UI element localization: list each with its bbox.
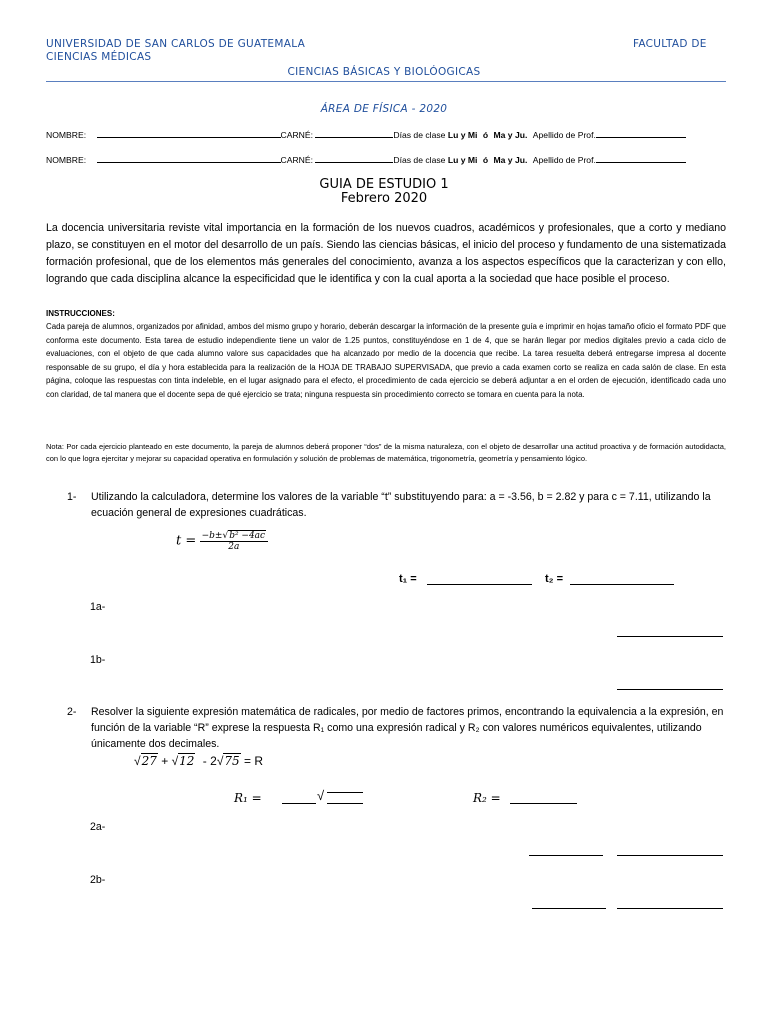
formula-num-a: −b± [201,531,223,541]
carne-label: CARNÉ: [280,130,313,140]
radicand-3: 75 [224,754,240,768]
radical-expression [134,753,263,768]
intro-paragraph: La docencia universitaria reviste vital importancia en la formación de los nuevos cuadros, académicos y profesionales, que a corto y mediano plazo, se constituyen en el motor del desarrollo de un país. Siendo las ciencias básicas, el inicio del proceso y fundamento de una sistematizada formación profesional, que de los elementos más generales del conocimiento, avanza a los aspectos específicos que la caracterizan y con ello, logrando que cada disciplina alcance la especificidad que le identifica y con la cual aporta a la sociedad que hace posible el proceso. [46,222,726,285]
days-or: ó [482,130,489,140]
days-option-1[interactable]: Lu y Mi [447,155,478,165]
prof-label: Apellido de Prof. [532,155,596,165]
student-row-2 [46,153,686,165]
q1b-answer-line[interactable] [617,689,723,690]
carne-field[interactable] [315,153,393,163]
quadratic-formula [176,530,268,552]
plus-sign: + [161,754,169,768]
r1-coefficient-line[interactable] [282,803,316,804]
formula-lhs: t = [176,533,197,549]
q2a-label: 2a- [90,821,106,833]
radicand-2: 12 [179,754,195,768]
sqrt-icon: √ [134,754,141,768]
carne-label: CARNÉ: [280,155,313,165]
radicand-1: 27 [141,754,157,768]
q1a-answer-line[interactable] [617,636,723,637]
name-field[interactable] [97,153,281,163]
days-or: ó [482,155,489,165]
r1-radicand-line[interactable] [327,803,363,804]
q2b-label: 2b- [90,874,106,886]
q2-number: 2- [67,706,77,718]
sqrt-icon: √ [222,531,229,541]
t1-answer-line[interactable] [427,584,532,585]
q2a-answer-line-2[interactable] [617,855,723,856]
header-divider [46,81,726,82]
q1-text: Utilizando la calculadora, determine los valores de la variable “t” substituyendo para: a = -3.56, b = 2.82 y para c = 7.11, utilizando la ecuación general de expresiones cuadráticas. [91,491,711,519]
r2-answer-line[interactable] [510,803,577,804]
q1a-label: 1a- [90,601,106,613]
name-label: NOMBRE: [46,155,87,165]
days-option-1[interactable]: Lu y Mi [447,130,478,140]
days-option-2[interactable]: Ma y Ju. [493,130,528,140]
instructions-heading: INSTRUCCIONES: [46,309,115,318]
r1-label: R₁ = [234,791,262,805]
formula-num-b: b² −4ac [229,531,266,541]
formula-fraction [200,530,269,552]
area-title: ÁREA DE FÍSICA - 2020 [320,103,448,115]
prof-field[interactable] [596,153,686,163]
prof-label: Apellido de Prof. [532,130,596,140]
q2a-answer-line-1[interactable] [529,855,603,856]
unit-title: CIENCIAS BÁSICAS Y BIOLÓOGICAS [287,66,481,78]
faculty-label: FACULTAD DE [633,38,707,50]
formula-numerator [200,530,269,542]
name-label: NOMBRE: [46,130,87,140]
equals-r: = R [244,754,264,768]
q1-number: 1- [67,491,77,503]
days-label: Días de clase [393,155,446,165]
faculty-line-cont: CIENCIAS MÉDICAS [46,51,152,63]
name-field[interactable] [97,128,281,138]
university-name [46,38,346,64]
guide-title: GUIA DE ESTUDIO 1 [319,177,449,192]
formula-denominator: 2a [228,542,240,552]
note-paragraph: Nota: Por cada ejercicio planteado en este documento, la pareja de alumnos deberá proponer “dos” de la misma naturaleza, con el objeto de desarrollar una actitud proactiva y de formación autodidacta, con lo que logra ejercitar y mejorar su capacidad operativa en formulación y solución de problemas de matemática, trigonometría, geometría y pensamiento lógico. [46,442,726,464]
r1-radical-bar [327,792,363,793]
university-line: UNIVERSIDAD DE SAN CARLOS DE GUATEMALA [46,38,306,50]
student-row-1 [46,128,686,140]
days-label: Días de clase [393,130,446,140]
t1-label: t₁ = [399,573,417,585]
prof-field[interactable] [596,128,686,138]
guide-date: Febrero 2020 [340,191,428,206]
q2b-answer-line-2[interactable] [617,908,723,909]
q2b-answer-line-1[interactable] [532,908,606,909]
instructions-body: Cada pareja de alumnos, organizados por afinidad, ambos del mismo grupo y horario, deberán descargar la información de la presente guía e imprimir en hojas tamaño oficio el formato PDF que conforma este documento. Esta tarea de estudio independiente tiene un valor de 1.25 puntos, constituyéndose en 1 de 4, que se harán llegar por medios digitales previo a cada ciclo de evaluaciones, con el objeto de que cada alumno valore sus capacidades que ha alcanzado por medio de la docencia que recibe. La tarea resuelta deberá entregarse impresa al docente responsable de su grupo, el día y hora establecida para la realización de la HOJA DE TRABAJO SUPERVISADA, que previo a cada examen corto se realiza en cada salón de clase. En esta página, coloque las respuestas con tinta indeleble, en el lugar asignado para el efecto, el procedimiento de cada ejercicio se deberá adjuntar a en el orden de ejecución, identificado cada uno con claridad, de tal manera que el docente sepa de qué ejercicio se trata; ninguna respuesta sin procedimiento correcto se tomara en cuenta para la nota. [46,322,726,399]
minus-coef: - 2 [202,754,217,768]
t2-answer-line[interactable] [570,584,674,585]
q1b-label: 1b- [90,654,106,666]
t2-label: t₂ = [545,573,564,585]
q2-text: Resolver la siguiente expresión matemática de radicales, por medio de factores primos, encontrando la equivalencia a la expresión, en función de la variable “R” exprese la respuesta R₁ como una expresión radical y R₂ con valores numéricos equivalentes, utilizando únicamente dos decimales. [91,706,724,750]
days-option-2[interactable]: Ma y Ju. [493,155,528,165]
sqrt-icon: √ [317,788,325,803]
r2-label: R₂ = [473,791,501,805]
sqrt-icon: √ [171,754,179,768]
carne-field[interactable] [315,128,393,138]
sqrt-icon: √ [216,754,224,768]
